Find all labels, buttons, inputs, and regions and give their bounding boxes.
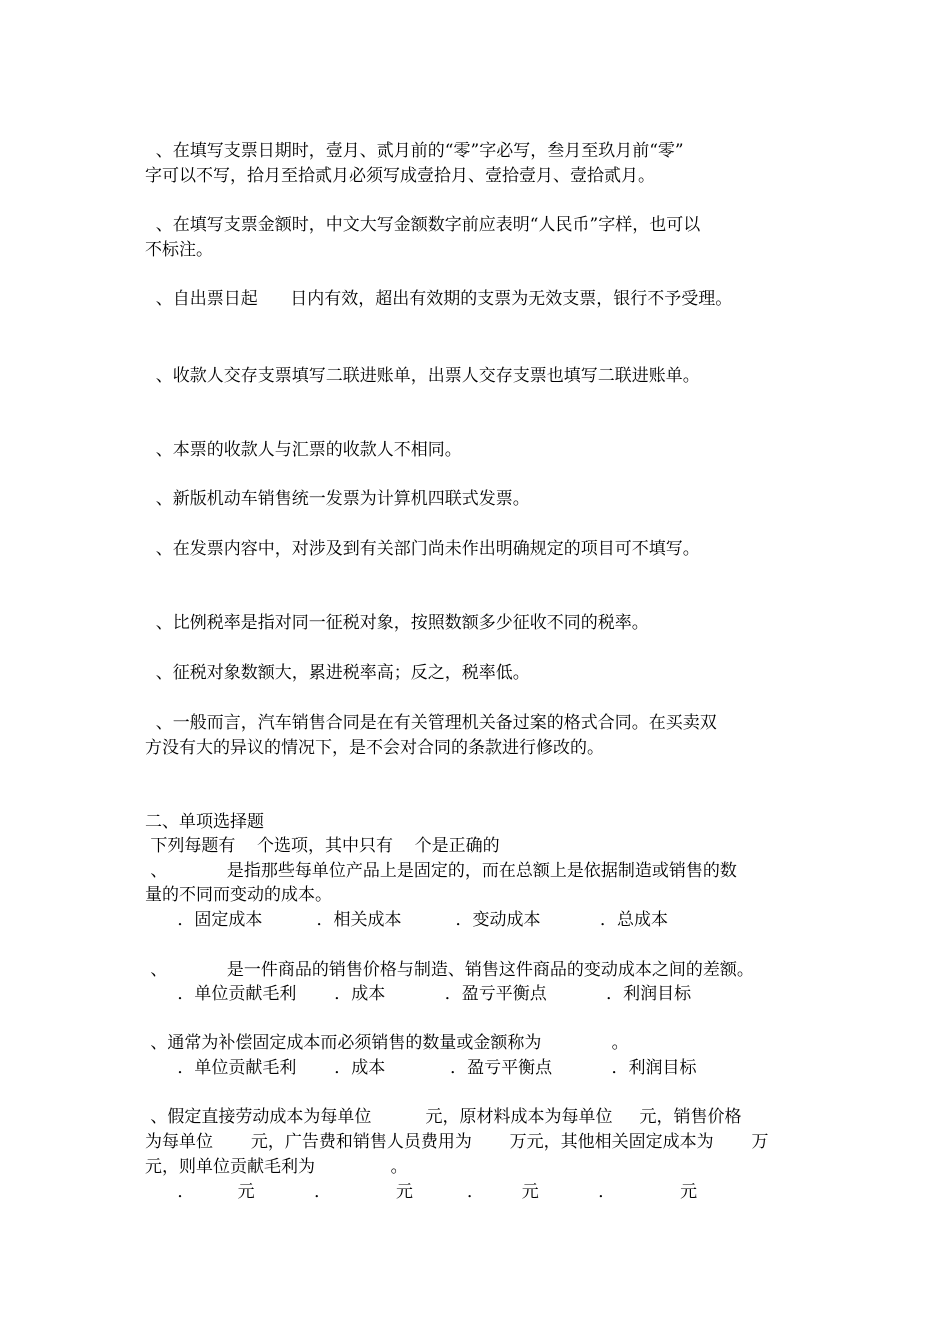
question-2-stem-line-1: 、 是一件商品的销售价格与制造、销售这件商品的变动成本之间的差额。: [145, 960, 754, 980]
question-3-options: ．单位贡献毛利 ．成本 ．盈亏平衡点 ．利润目标: [145, 1058, 697, 1078]
judgment-item-10-line-1: 、一般而言，汽车销售合同是在有关管理机关备过案的格式合同。在买卖双: [145, 713, 717, 733]
question-1-stem-line-1: 、 是指那些每单位产品上是固定的，而在总额上是依据制造或销售的数: [145, 861, 737, 881]
judgment-item-1-line-2: 字可以不写，拾月至拾贰月必须写成壹拾月、壹拾壹月、壹拾贰月。: [145, 166, 655, 186]
section-title: 二、单项选择题: [145, 812, 264, 832]
judgment-item-1-line-1: 、在填写支票日期时，壹月、贰月前的“零”字必写，叁月至玖月前“零”: [145, 141, 684, 161]
question-4-stem-line-2: 为每单位 元，广告费和销售人员费用为 万元，其他相关固定成本为 万: [145, 1132, 769, 1152]
question-2-options: ．单位贡献毛利 ．成本 ．盈亏平衡点 ．利润目标: [145, 984, 692, 1004]
question-4-stem-line-1: 、假定直接劳动成本为每单位 元，原材料成本为每单位 元，销售价格: [145, 1107, 742, 1127]
judgment-item-2-line-2: 不标注。: [145, 240, 213, 260]
judgment-item-8-line-1: 、比例税率是指对同一征税对象，按照数额多少征收不同的税率。: [145, 613, 649, 633]
judgment-item-5-line-1: 、本票的收款人与汇票的收款人不相同。: [145, 440, 462, 460]
judgment-item-6-line-1: 、新版机动车销售统一发票为计算机四联式发票。: [145, 489, 530, 509]
question-4-stem-line-3: 元，则单位贡献毛利为 。: [145, 1157, 408, 1177]
judgment-item-7-line-1: 、在发票内容中，对涉及到有关部门尚未作出明确规定的项目可不填写。: [145, 539, 700, 559]
question-1-options: ．固定成本 ．相关成本 ．变动成本 ．总成本: [145, 910, 668, 930]
judgment-item-9-line-1: 、征税对象数额大，累进税率高；反之，税率低。: [145, 663, 530, 683]
question-4-options: ． 元 ． 元 ． 元 ． 元: [145, 1182, 698, 1202]
judgment-item-4-line-1: 、收款人交存支票填写二联进账单，出票人交存支票也填写二联进账单。: [145, 366, 700, 386]
judgment-item-2-line-1: 、在填写支票金额时，中文大写金额数字前应表明“人民币”字样，也可以: [145, 215, 701, 235]
section-instruction: 下列每题有 个选项，其中只有 个是正确的: [145, 836, 500, 856]
question-3-stem-line-1: 、通常为补偿固定成本而必须销售的数量或金额称为 。: [145, 1033, 629, 1053]
question-1-stem-line-2: 量的不同而变动的成本。: [145, 885, 332, 905]
judgment-item-3-line-1: 、自出票日起 日内有效，超出有效期的支票为无效支票，银行不予受理。: [145, 289, 733, 309]
judgment-item-10-line-2: 方没有大的异议的情况下，是不会对合同的条款进行修改的。: [145, 738, 604, 758]
